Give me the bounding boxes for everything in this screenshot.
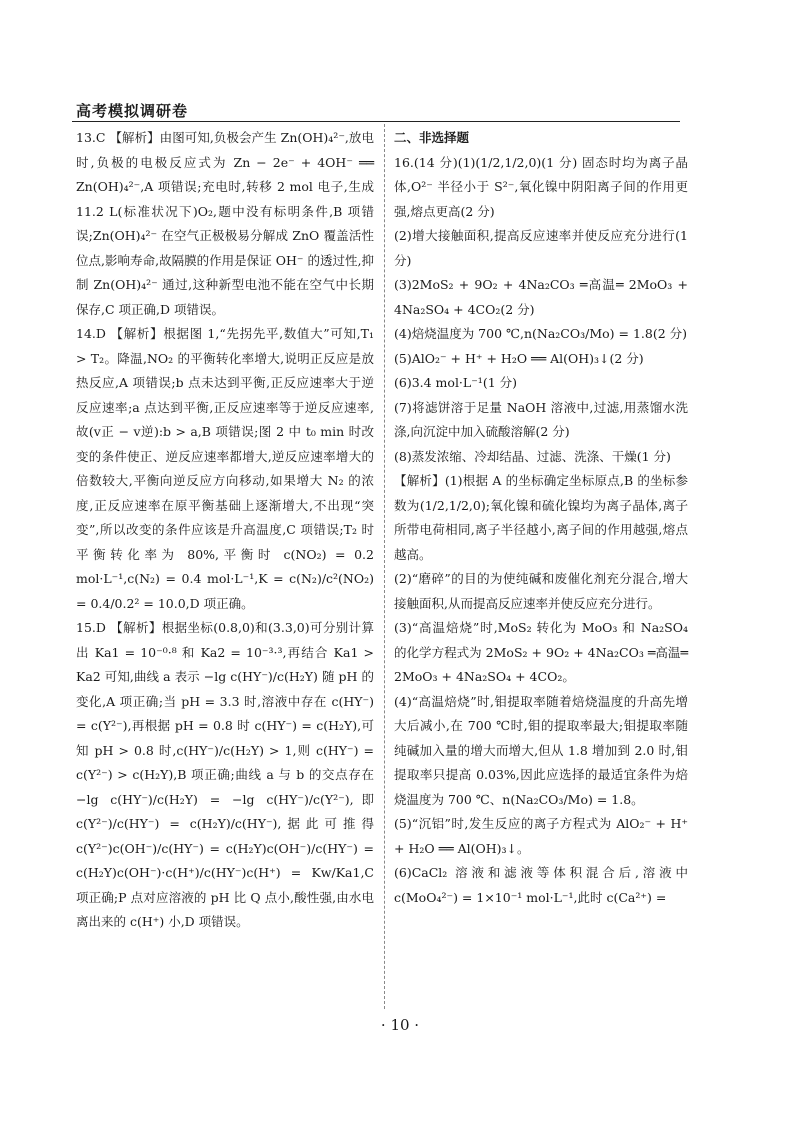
answer-14: 14.D 【解析】根据图 1,“先拐先平,数值大”可知,T₁ > T₂。降温,NO₂ 的平衡转化率增大,说明正反应是放热反应,A 项错误;b 点未达到平衡,正反应速率大于逆反应速率;a 点达到平衡,正反应速率等于逆反应速率,故(v正 − v逆):b > a,B 项错误;图 2 中 t₀ min 时改变的条件使正、逆反应速率都增大,逆反应速率增大的倍数较大,平衡向逆反应方向移动,如果增大 N₂ 的浓度,正反应速率在原平衡基础上逐渐增大,不出现“突变”,所以改变的条件应该是升高温度,C 项错误;T₂ 时平衡转化率为 80%,平衡时 c(NO₂) = 0.2 mol·L⁻¹,c(N₂) = 0.4 mol·L⁻¹,K = c(N₂)/c²(NO₂) = 0.4/0.2² = 10.0,D 项正确。 xyxy=(76,326,374,611)
analysis-4: (4)“高温焙烧”时,钼提取率随着焙烧温度的升高先增大后减小,在 700 ℃时,钼的提取率最大;钼提取率随纯碱加入量的增大而增大,但从 1.8 增加到 2.0 时,钼提取率只提高 0.03%,因此应选择的最适宜条件为焙烧温度为 700 ℃、n(Na₂CO₃/Mo) = 1.8。 xyxy=(394,693,688,807)
page-number: · 10 · xyxy=(380,1016,420,1034)
analysis-2: (2)“磨碎”的目的为使纯碱和废催化剂充分混合,增大接触面积,从而提高反应速率并使反应充分进行。 xyxy=(394,571,688,611)
answer-16-part-4: (4)焙烧温度为 700 ℃,n(Na₂CO₃/Mo) = 1.8(2 分) xyxy=(394,326,688,341)
answer-16-part-3: (3)2MoS₂ + 9O₂ + 4Na₂CO₃ ═高温═ 2MoO₃ + 4Na₂SO₄ + 4CO₂(2 分) xyxy=(394,277,688,317)
header-title: 高考模拟调研卷 xyxy=(76,102,189,120)
left-column xyxy=(76,126,374,935)
analysis-5: (5)“沉铝”时,发生反应的离子方程式为 AlO₂⁻ + H⁺ + H₂O ══ Al(OH)₃↓。 xyxy=(394,816,688,856)
answer-16-part-2: (2)增大接触面积,提高反应速率并使反应充分进行(1 分) xyxy=(394,228,688,268)
analysis-1: 【解析】(1)根据 A 的坐标确定坐标原点,B 的坐标参数为(1/2,1/2,0);氧化镍和硫化镍均为离子晶体,离子所带电荷相同,离子半径越小,离子间的作用越强,熔点越高。 xyxy=(394,473,688,562)
section-title: 二、非选择题 xyxy=(394,130,470,145)
answer-16-part-8: (8)蒸发浓缩、冷却结晶、过滤、洗涤、干燥(1 分) xyxy=(394,448,671,464)
answer-16-part-6: (6)3.4 mol·L⁻¹(1 分) xyxy=(394,375,517,390)
answer-16-part-7: (7)将滤饼溶于足量 NaOH 溶液中,过滤,用蒸馏水洗涤,向沉淀中加入硫酸溶解(2 分) xyxy=(394,399,688,439)
answer-16-part-5: (5)AlO₂⁻ + H⁺ + H₂O ══ Al(OH)₃↓(2 分) xyxy=(394,350,644,366)
analysis-3: (3)“高温焙烧”时,MoS₂ 转化为 MoO₃ 和 Na₂SO₄ 的化学方程式为 2MoS₂ + 9O₂ + 4Na₂CO₃ ═高温═ 2MoO₃ + 4Na₂SO₄ + 4CO₂。 xyxy=(394,620,688,684)
answer-16-part-1: 16.(14 分)(1)(1/2,1/2,0)(1 分) 固态时均为离子晶体,O²⁻ 半径小于 S²⁻,氧化镍中阴阳离子间的作用更强,熔点更高(2 分) xyxy=(394,154,688,219)
answer-13: 13.C 【解析】由图可知,负极会产生 Zn(OH)₄²⁻,放电时,负极的电极反应式为 Zn − 2e⁻ + 4OH⁻ ══ Zn(OH)₄²⁻,A 项错误;充电时,转移 2 mol 电子,生成 11.2 L(标准状况下)O₂,题中没有标明条件,B 项错误;Zn(OH)₄²⁻ 在空气正极极易分解成 ZnO 覆盖活性位点,影响寿命,故隔膜的作用是保证 OH⁻ 的透过性,抑制 Zn(OH)₄²⁻ 通过,这种新型电池不能在空气中长期保存,C 项正确,D 项错误。 xyxy=(76,130,374,317)
analysis-6: (6)CaCl₂ 溶液和滤液等体积混合后,溶液中 c(MoO₄²⁻) = 1×10⁻¹ mol·L⁻¹,此时 c(Ca²⁺) = xyxy=(394,865,688,905)
column-divider xyxy=(384,124,385,1009)
header-rule xyxy=(72,121,680,122)
right-column xyxy=(394,126,688,910)
answer-15: 15.D 【解析】根据坐标(0.8,0)和(3.3,0)可分别计算出 Ka1 = 10⁻⁰·⁸ 和 Ka2 = 10⁻³·³,再结合 Ka1 > Ka2 可知,曲线 a 表示 −lg c(HY⁻)/c(H₂Y) 随 pH 的变化,A 项正确;当 pH = 3.3 时,溶液中存在 c(HY⁻) = c(Y²⁻),再根据 pH = 0.8 时 c(HY⁻) = c(H₂Y),可知 pH > 0.8 时,c(HY⁻)/c(H₂Y) > 1,则 c(HY⁻) = c(Y²⁻) > c(H₂Y),B 项正确;曲线 a 与 b 的交点存在 −lg c(HY⁻)/c(H₂Y) = −lg c(HY⁻)/c(Y²⁻),即 c(Y²⁻)/c(HY⁻) = c(H₂Y)/c(HY⁻),据此可推得 c(Y²⁻)c(OH⁻)/c(HY⁻) = c(H₂Y)c(OH⁻)/c(HY⁻) = c(H₂Y)c(OH⁻)·c(H⁺)/c(HY⁻)c(H⁺) = Kw/Ka1,C 项正确;P 点对应溶液的 pH 比 Q 点小,酸性强,由水电离出来的 c(H⁺) 小,D 项错误。 xyxy=(76,620,374,929)
